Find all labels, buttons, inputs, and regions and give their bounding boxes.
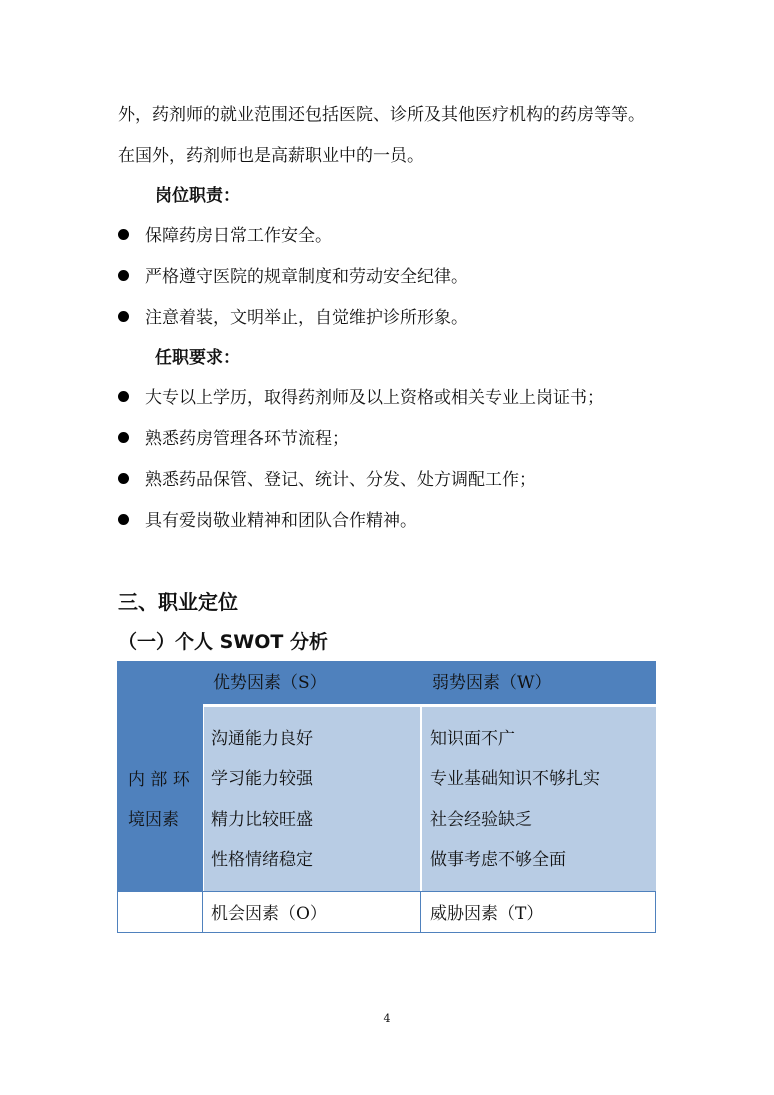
requirement-text: 大专以上学历，取得药剂师及以上资格或相关专业上岗证书； <box>145 388 604 408</box>
strength-item: 学习能力较强 <box>211 769 313 789</box>
duty-item <box>118 306 468 330</box>
requirements-heading: 任职要求： <box>155 348 240 368</box>
bullet-icon <box>118 473 129 484</box>
strength-item: 精力比较旺盛 <box>211 810 313 830</box>
threats-header: 威胁因素（T） <box>430 904 544 924</box>
bullet-icon <box>118 311 129 322</box>
bottom-col-divider-2 <box>420 891 421 933</box>
requirement-text: 熟悉药房管理各环节流程； <box>145 429 349 449</box>
section-subtitle: （一）个人 SWOT 分析 <box>118 631 328 653</box>
duty-item <box>118 224 332 248</box>
paragraph-line-1: 外，药剂师的就业范围还包括医院、诊所及其他医疗机构的药房等等。 <box>118 105 645 125</box>
internal-label-line-2: 境因素 <box>128 810 179 830</box>
duty-text: 保障药房日常工作安全。 <box>145 226 332 246</box>
row-divider <box>118 891 656 892</box>
requirement-item <box>118 386 604 410</box>
duty-text: 严格遵守医院的规章制度和劳动安全纪律。 <box>145 267 468 287</box>
weaknesses-header: 弱势因素（W） <box>432 673 552 693</box>
weakness-item: 知识面不广 <box>430 729 515 749</box>
section-title: 三、职业定位 <box>118 590 238 614</box>
requirement-item <box>118 509 417 533</box>
requirement-text: 具有爱岗敬业精神和团队合作精神。 <box>145 511 417 531</box>
bullet-icon <box>118 391 129 402</box>
bottom-col-divider-1 <box>202 891 203 933</box>
weakness-item: 社会经验缺乏 <box>430 810 532 830</box>
bullet-icon <box>118 432 129 443</box>
requirement-item <box>118 427 349 451</box>
internal-label-line-1: 内 部 环 <box>128 770 190 790</box>
strength-item: 性格情绪稳定 <box>211 850 313 870</box>
paragraph-line-2: 在国外，药剂师也是高薪职业中的一员。 <box>118 146 424 166</box>
duty-text: 注意着装，文明举止，自觉维护诊所形象。 <box>145 308 468 328</box>
weakness-item: 做事考虑不够全面 <box>430 850 566 870</box>
requirement-item <box>118 468 536 492</box>
duty-item <box>118 265 468 289</box>
strength-item: 沟通能力良好 <box>211 729 313 749</box>
bullet-icon <box>118 229 129 240</box>
page-number: 4 <box>383 1012 391 1025</box>
weakness-item: 专业基础知识不够扎实 <box>430 769 600 789</box>
strengths-header: 优势因素（S） <box>213 673 327 693</box>
swot-table <box>117 661 656 933</box>
opportunities-header: 机会因素（O） <box>211 904 327 924</box>
duties-heading: 岗位职责： <box>155 186 240 206</box>
requirement-text: 熟悉药品保管、登记、统计、分发、处方调配工作； <box>145 470 536 490</box>
bullet-icon <box>118 270 129 281</box>
bullet-icon <box>118 514 129 525</box>
